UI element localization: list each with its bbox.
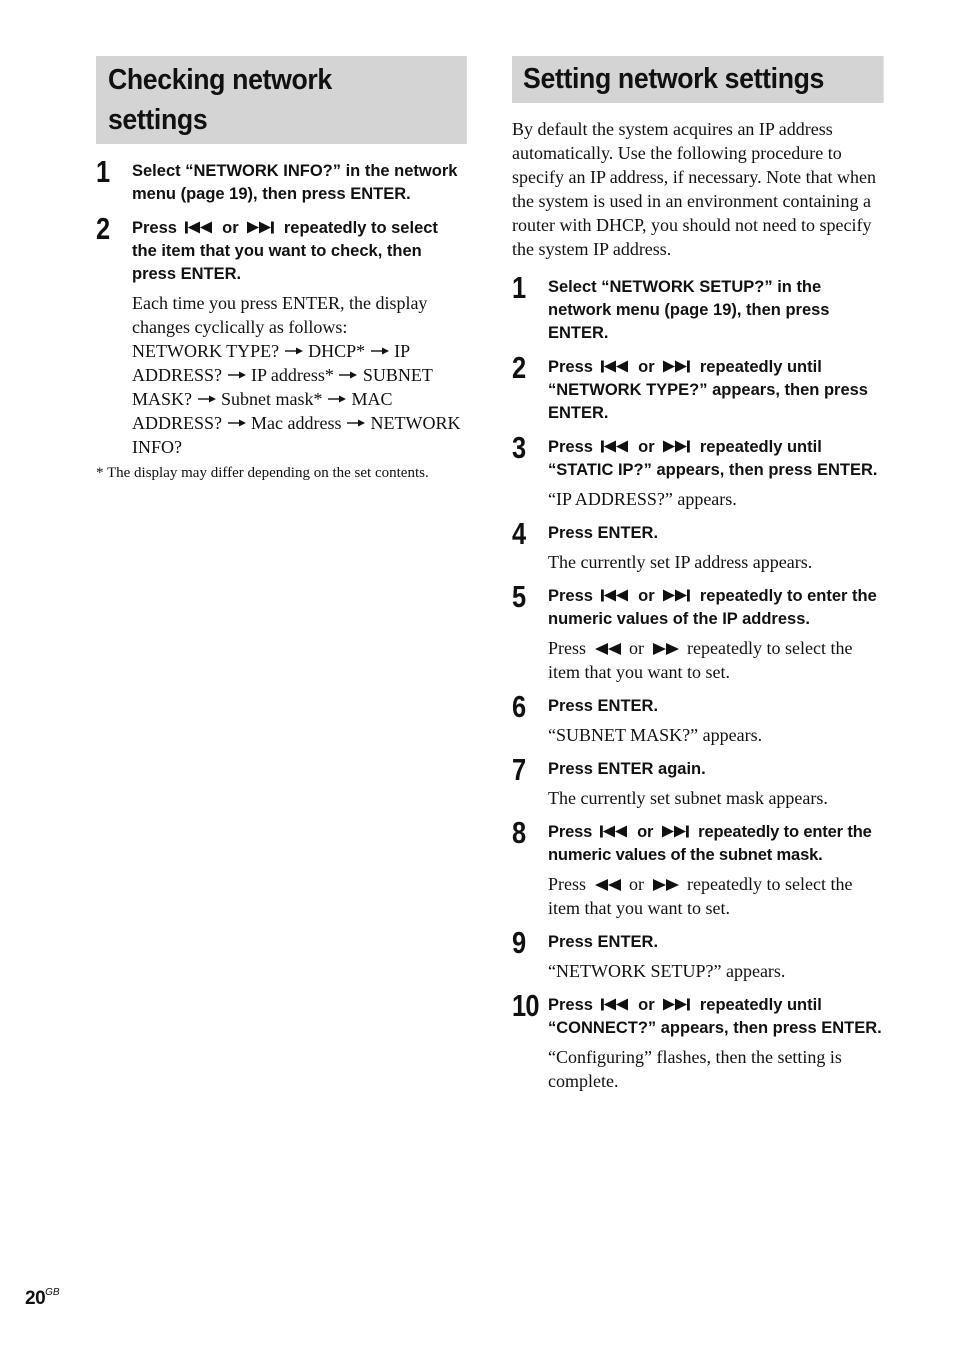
- cycle-item: IP address*: [251, 365, 334, 385]
- instr-part: repeatedly until “NETWORK TYPE?” appears, then press ENTER.: [548, 358, 868, 422]
- instr-part: or: [222, 219, 239, 237]
- step-instruction: Select “NETWORK INFO?” in the network menu (page 19), then press ENTER.: [132, 162, 458, 203]
- step-number: 8: [512, 815, 527, 850]
- step-number: 2: [512, 350, 527, 385]
- step-instruction: Press ENTER.: [548, 697, 659, 715]
- step-instruction: [548, 994, 884, 1040]
- step-number: 2: [96, 211, 111, 246]
- right-step-3: [512, 430, 884, 511]
- right-arrow-icon: [370, 346, 390, 356]
- desc-part: repeatedly to select the item that you want to set.: [548, 638, 853, 682]
- desc-part: Press: [548, 638, 587, 658]
- rewind-icon: [593, 879, 623, 891]
- skip-previous-icon: [600, 440, 632, 453]
- step-number: 3: [512, 430, 527, 465]
- step-instruction: Select “NETWORK SETUP?” in the network menu (page 19), then press ENTER.: [548, 278, 830, 342]
- step-instruction: [548, 356, 884, 425]
- instr-part: repeatedly to enter the numeric values of the subnet mask.: [548, 823, 872, 864]
- step-number: 10: [512, 988, 539, 1023]
- right-arrow-icon: [327, 394, 347, 404]
- page-number-value: 20: [25, 1288, 46, 1309]
- right-arrow-icon: [227, 370, 247, 380]
- right-arrow-icon: [284, 346, 304, 356]
- cycle-item: IP ADDRESS?: [132, 341, 410, 385]
- instr-part: or: [638, 358, 655, 376]
- instr-part: or: [638, 996, 655, 1014]
- step-number: 6: [512, 689, 527, 724]
- right-arrow-icon: [197, 394, 217, 404]
- display-cycle: [132, 339, 467, 459]
- heading-line-1: Checking network: [107, 64, 332, 96]
- left-step-1: [96, 154, 467, 206]
- step-instruction: Press ENTER.: [548, 933, 659, 951]
- right-step-8: [512, 815, 884, 920]
- right-arrow-icon: [346, 418, 366, 428]
- skip-previous-icon: [600, 360, 632, 373]
- instr-part: Press: [548, 358, 593, 376]
- desc-part: or: [629, 874, 645, 894]
- page-number-suffix: GB: [45, 1287, 60, 1298]
- skip-next-icon: [660, 825, 692, 838]
- instr-part: Press: [548, 996, 593, 1014]
- step-description: [548, 636, 884, 684]
- right-step-1: [512, 270, 884, 345]
- instr-part: repeatedly to enter the numeric values of the IP address.: [548, 587, 877, 628]
- cycle-item: Subnet mask*: [221, 389, 323, 409]
- right-step-10: [512, 988, 884, 1093]
- right-arrow-icon: [227, 418, 247, 428]
- skip-previous-icon: [184, 221, 216, 234]
- skip-previous-icon: [600, 998, 632, 1011]
- step-number: 7: [512, 752, 527, 787]
- desc-part: repeatedly to select the item that you want to set.: [548, 874, 853, 918]
- instr-part: repeatedly until “CONNECT?” appears, then press ENTER.: [548, 996, 882, 1037]
- cycle-item: NETWORK TYPE?: [132, 341, 280, 361]
- right-step-9: [512, 925, 884, 983]
- cycle-item: NETWORK INFO?: [132, 413, 461, 457]
- step-number: 1: [512, 270, 527, 305]
- instr-part: Press: [132, 219, 177, 237]
- fast-forward-icon: [651, 879, 681, 891]
- desc-part: Press: [548, 874, 587, 894]
- right-step-4: [512, 516, 884, 574]
- fast-forward-icon: [651, 643, 681, 655]
- footnote: * The display may differ depending on the set contents.: [96, 465, 429, 481]
- instr-part: Press: [548, 823, 593, 841]
- left-step-2: [96, 211, 467, 459]
- step-instruction: [548, 436, 884, 482]
- step-instruction: Press ENTER.: [548, 524, 659, 542]
- step-instruction: [132, 217, 467, 286]
- skip-next-icon: [661, 998, 693, 1011]
- step-instruction: [548, 585, 884, 631]
- cycle-item: MAC ADDRESS?: [132, 389, 393, 433]
- right-step-6: [512, 689, 884, 747]
- instr-part: Press: [548, 438, 593, 456]
- right-step-2: [512, 350, 884, 425]
- page-number: [25, 1281, 60, 1311]
- cycle-item: SUBNET MASK?: [132, 365, 433, 409]
- step-description: “IP ADDRESS?” appears.: [548, 489, 737, 509]
- instr-part: or: [638, 438, 655, 456]
- instr-part: or: [637, 823, 654, 841]
- step-description: “NETWORK SETUP?” appears.: [548, 961, 786, 981]
- step-instruction: Press ENTER again.: [548, 760, 706, 778]
- step-instruction: [548, 821, 884, 867]
- instr-part: repeatedly until “STATIC IP?” appears, then press ENTER.: [548, 438, 878, 479]
- skip-next-icon: [661, 589, 693, 602]
- section-heading-checking: [96, 56, 467, 144]
- step-description: “Configuring” flashes, then the setting is complete.: [548, 1047, 842, 1091]
- desc-part: or: [629, 638, 645, 658]
- right-step-7: [512, 752, 884, 810]
- step-description: “SUBNET MASK?” appears.: [548, 725, 763, 745]
- heading-line-2: settings: [107, 104, 208, 136]
- right-step-5: [512, 579, 884, 684]
- step-description: Each time you press ENTER, the display changes cyclically as follows:: [132, 293, 428, 337]
- instr-part: Press: [548, 587, 593, 605]
- step-description: The currently set IP address appears.: [548, 552, 813, 572]
- skip-next-icon: [245, 221, 277, 234]
- right-arrow-icon: [338, 370, 358, 380]
- step-number: 9: [512, 925, 527, 960]
- step-number: 4: [512, 516, 527, 551]
- right-column: [512, 56, 884, 1093]
- skip-previous-icon: [600, 589, 632, 602]
- skip-previous-icon: [599, 825, 631, 838]
- step-description: [548, 872, 884, 920]
- left-column: [96, 56, 467, 483]
- cycle-item: Mac address: [251, 413, 342, 433]
- step-description: The currently set subnet mask appears.: [548, 788, 828, 808]
- rewind-icon: [593, 643, 623, 655]
- step-number: 1: [96, 154, 111, 189]
- skip-next-icon: [661, 360, 693, 373]
- cycle-item: DHCP*: [308, 341, 366, 361]
- section-heading-setting: Setting network settings: [512, 56, 884, 103]
- step-number: 5: [512, 579, 527, 614]
- intro-paragraph: By default the system acquires an IP address automatically. Use the following procedure to specify an IP address, if necessary. Note that when the system is used in an environment containing a router with DHCP, you should not need to specify the system IP address.: [512, 119, 877, 259]
- instr-part: or: [638, 587, 655, 605]
- skip-next-icon: [661, 440, 693, 453]
- instr-part: repeatedly to select the item that you want to check, then press ENTER.: [132, 219, 438, 283]
